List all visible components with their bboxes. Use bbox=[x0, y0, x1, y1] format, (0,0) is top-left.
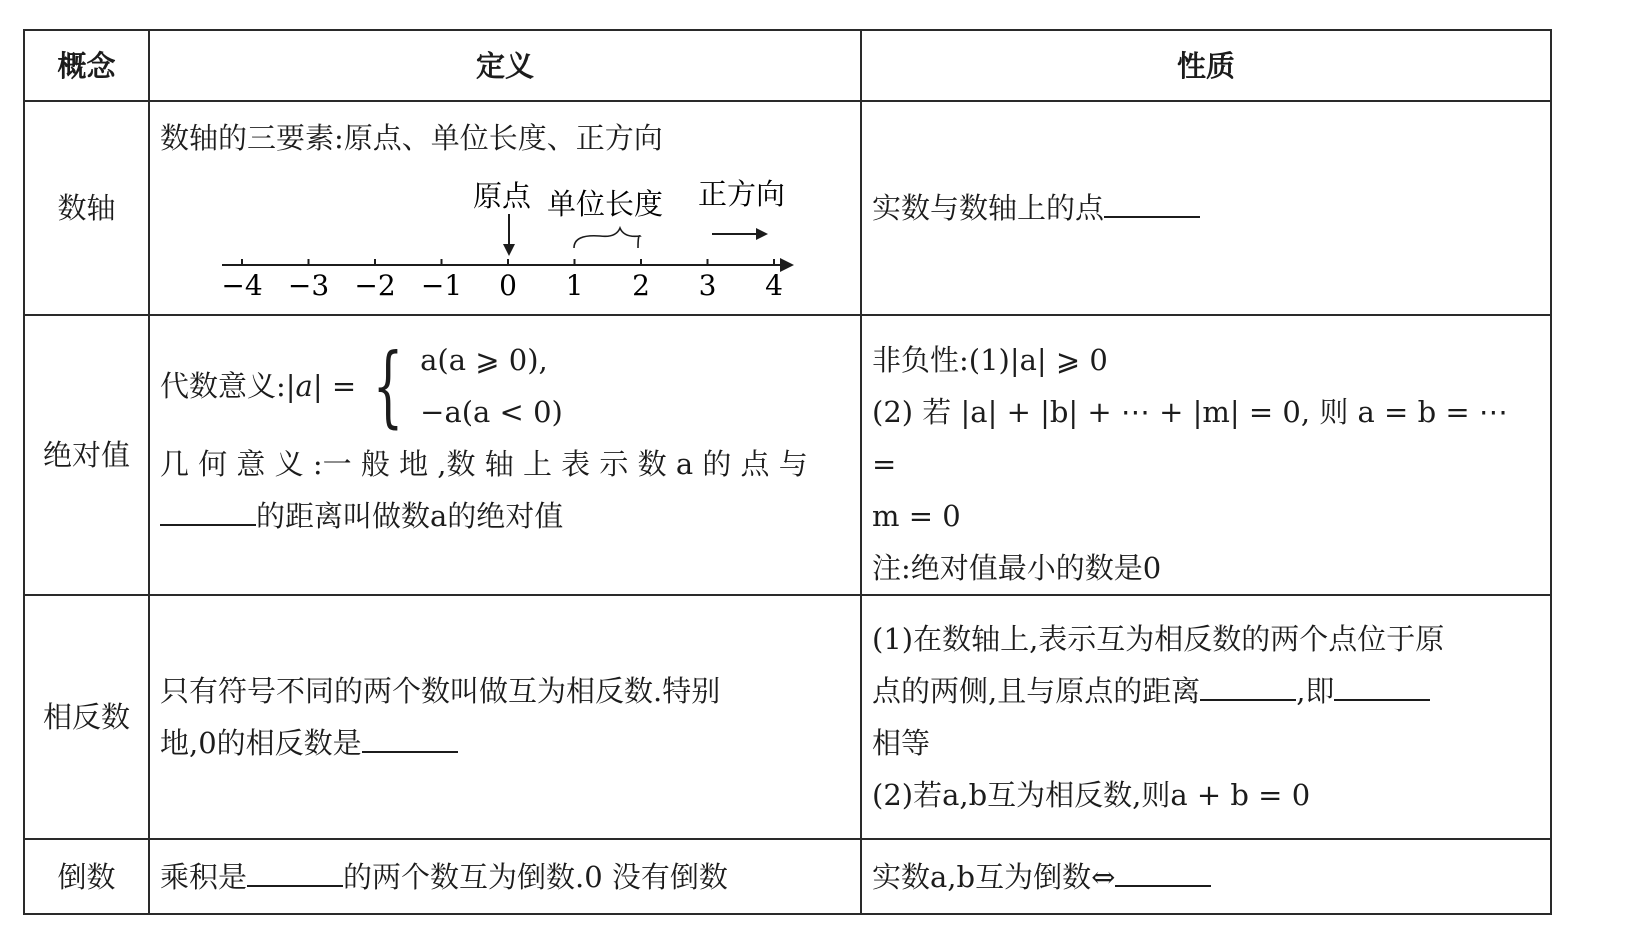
opposite-definition-line1: 只有符号不同的两个数叫做互为相反数.特别 bbox=[160, 674, 721, 708]
axis-tick-label: −1 bbox=[420, 269, 463, 298]
algebraic-suffix: | = bbox=[312, 369, 357, 403]
algebraic-var: a bbox=[295, 369, 313, 403]
number-line-diagram bbox=[160, 168, 840, 298]
definition-reciprocal bbox=[149, 839, 861, 914]
geometric-meaning-line1: 几 何 意 义 :一 般 地 ,数 轴 上 表 示 数 a 的 点 与 bbox=[160, 447, 808, 481]
property-absolute-value bbox=[861, 315, 1551, 595]
algebraic-prefix: 代数意义:| bbox=[160, 369, 296, 403]
opposite-distance-text: 点的两侧,且与原点的距离 bbox=[872, 674, 1201, 708]
definition-number-line bbox=[149, 101, 861, 315]
left-brace-icon: { bbox=[372, 334, 404, 437]
concept-absolute-value: 绝对值 bbox=[24, 315, 149, 595]
answer-blank-correspondence[interactable] bbox=[1104, 186, 1200, 218]
direction-arrowhead bbox=[756, 228, 768, 240]
concept-number-line: 数轴 bbox=[24, 101, 149, 315]
property-reciprocal bbox=[861, 839, 1551, 914]
row-reciprocal bbox=[24, 839, 1551, 914]
origin-arrowhead bbox=[503, 244, 515, 256]
header-definition: 定义 bbox=[149, 30, 861, 101]
answer-blank-reciprocal-condition[interactable] bbox=[1115, 855, 1211, 887]
row-number-line bbox=[24, 101, 1551, 315]
answer-blank-distance[interactable] bbox=[1200, 669, 1296, 701]
row-absolute-value bbox=[24, 315, 1551, 595]
case-nonnegative: a(a ⩾ 0), bbox=[420, 343, 548, 377]
geometric-meaning-line2 bbox=[160, 490, 850, 542]
unit-length-label: 单位长度 bbox=[547, 187, 664, 221]
axis-tick-label: 4 bbox=[765, 269, 783, 298]
property-number-line bbox=[861, 101, 1551, 315]
concept-table bbox=[23, 29, 1552, 915]
positive-direction-label: 正方向 bbox=[698, 177, 786, 211]
opposite-property-line3: 相等 bbox=[872, 726, 931, 760]
opposite-ie-text: ,即 bbox=[1296, 674, 1335, 708]
header-row bbox=[24, 30, 1551, 101]
opposite-property-line1: (1)在数轴上,表示互为相反数的两个点位于原 bbox=[872, 622, 1445, 656]
answer-blank-product[interactable] bbox=[247, 855, 343, 887]
opposite-zero-text: 地,0的相反数是 bbox=[160, 726, 362, 760]
sum-zero-conclusion: m = 0 bbox=[872, 499, 961, 533]
case-negative: −a(a < 0) bbox=[420, 395, 563, 429]
header-property: 性质 bbox=[861, 30, 1551, 101]
concept-reciprocal: 倒数 bbox=[24, 839, 149, 914]
reciprocal-property-text: 实数a,b互为倒数⇔ bbox=[872, 859, 1116, 894]
reciprocal-def-prefix: 乘积是 bbox=[160, 859, 248, 894]
reciprocal-def-suffix: 的两个数互为倒数.0 没有倒数 bbox=[343, 859, 728, 894]
concept-opposite: 相反数 bbox=[24, 595, 149, 839]
number-line-elements-text: 数轴的三要素:原点、单位长度、正方向 bbox=[160, 121, 663, 155]
opposite-definition-line2 bbox=[160, 717, 850, 769]
number-line-property-text: 实数与数轴上的点 bbox=[872, 191, 1105, 225]
piecewise-cases bbox=[420, 334, 563, 438]
axis-tick-label: 0 bbox=[499, 269, 517, 298]
definition-opposite bbox=[149, 595, 861, 839]
min-absolute-note: 注:绝对值最小的数是0 bbox=[872, 551, 1162, 585]
row-opposite bbox=[24, 595, 1551, 839]
axis-tick-label: −4 bbox=[221, 269, 263, 298]
definition-absolute-value bbox=[149, 315, 861, 595]
nonnegativity-line: 非负性:(1)|a| ⩾ 0 bbox=[872, 343, 1108, 377]
algebraic-meaning bbox=[160, 334, 850, 438]
header-concept: 概念 bbox=[24, 30, 149, 101]
axis-tick-label: −3 bbox=[287, 269, 330, 298]
origin-label: 原点 bbox=[473, 179, 532, 213]
answer-blank-opposite-of-zero[interactable] bbox=[362, 721, 458, 753]
property-opposite bbox=[861, 595, 1551, 839]
opposite-property-line4: (2)若a,b互为相反数,则a + b = 0 bbox=[872, 778, 1311, 812]
axis-tick-label: 2 bbox=[632, 269, 650, 298]
answer-blank-equal-item[interactable] bbox=[1334, 669, 1430, 701]
answer-blank-origin[interactable] bbox=[160, 494, 256, 526]
axis-tick-label: −2 bbox=[354, 269, 396, 298]
axis-tick-label: 3 bbox=[698, 269, 717, 298]
sum-zero-line: (2) 若 |a| + |b| + ⋯ + |m| = 0, 则 a = b = ⋯ = bbox=[872, 395, 1508, 481]
geometric-meaning-text: 的距离叫做数a的绝对值 bbox=[256, 499, 564, 533]
unit-brace bbox=[574, 228, 640, 248]
axis-tick-label: 1 bbox=[565, 269, 584, 298]
opposite-property-line2 bbox=[872, 665, 1540, 717]
